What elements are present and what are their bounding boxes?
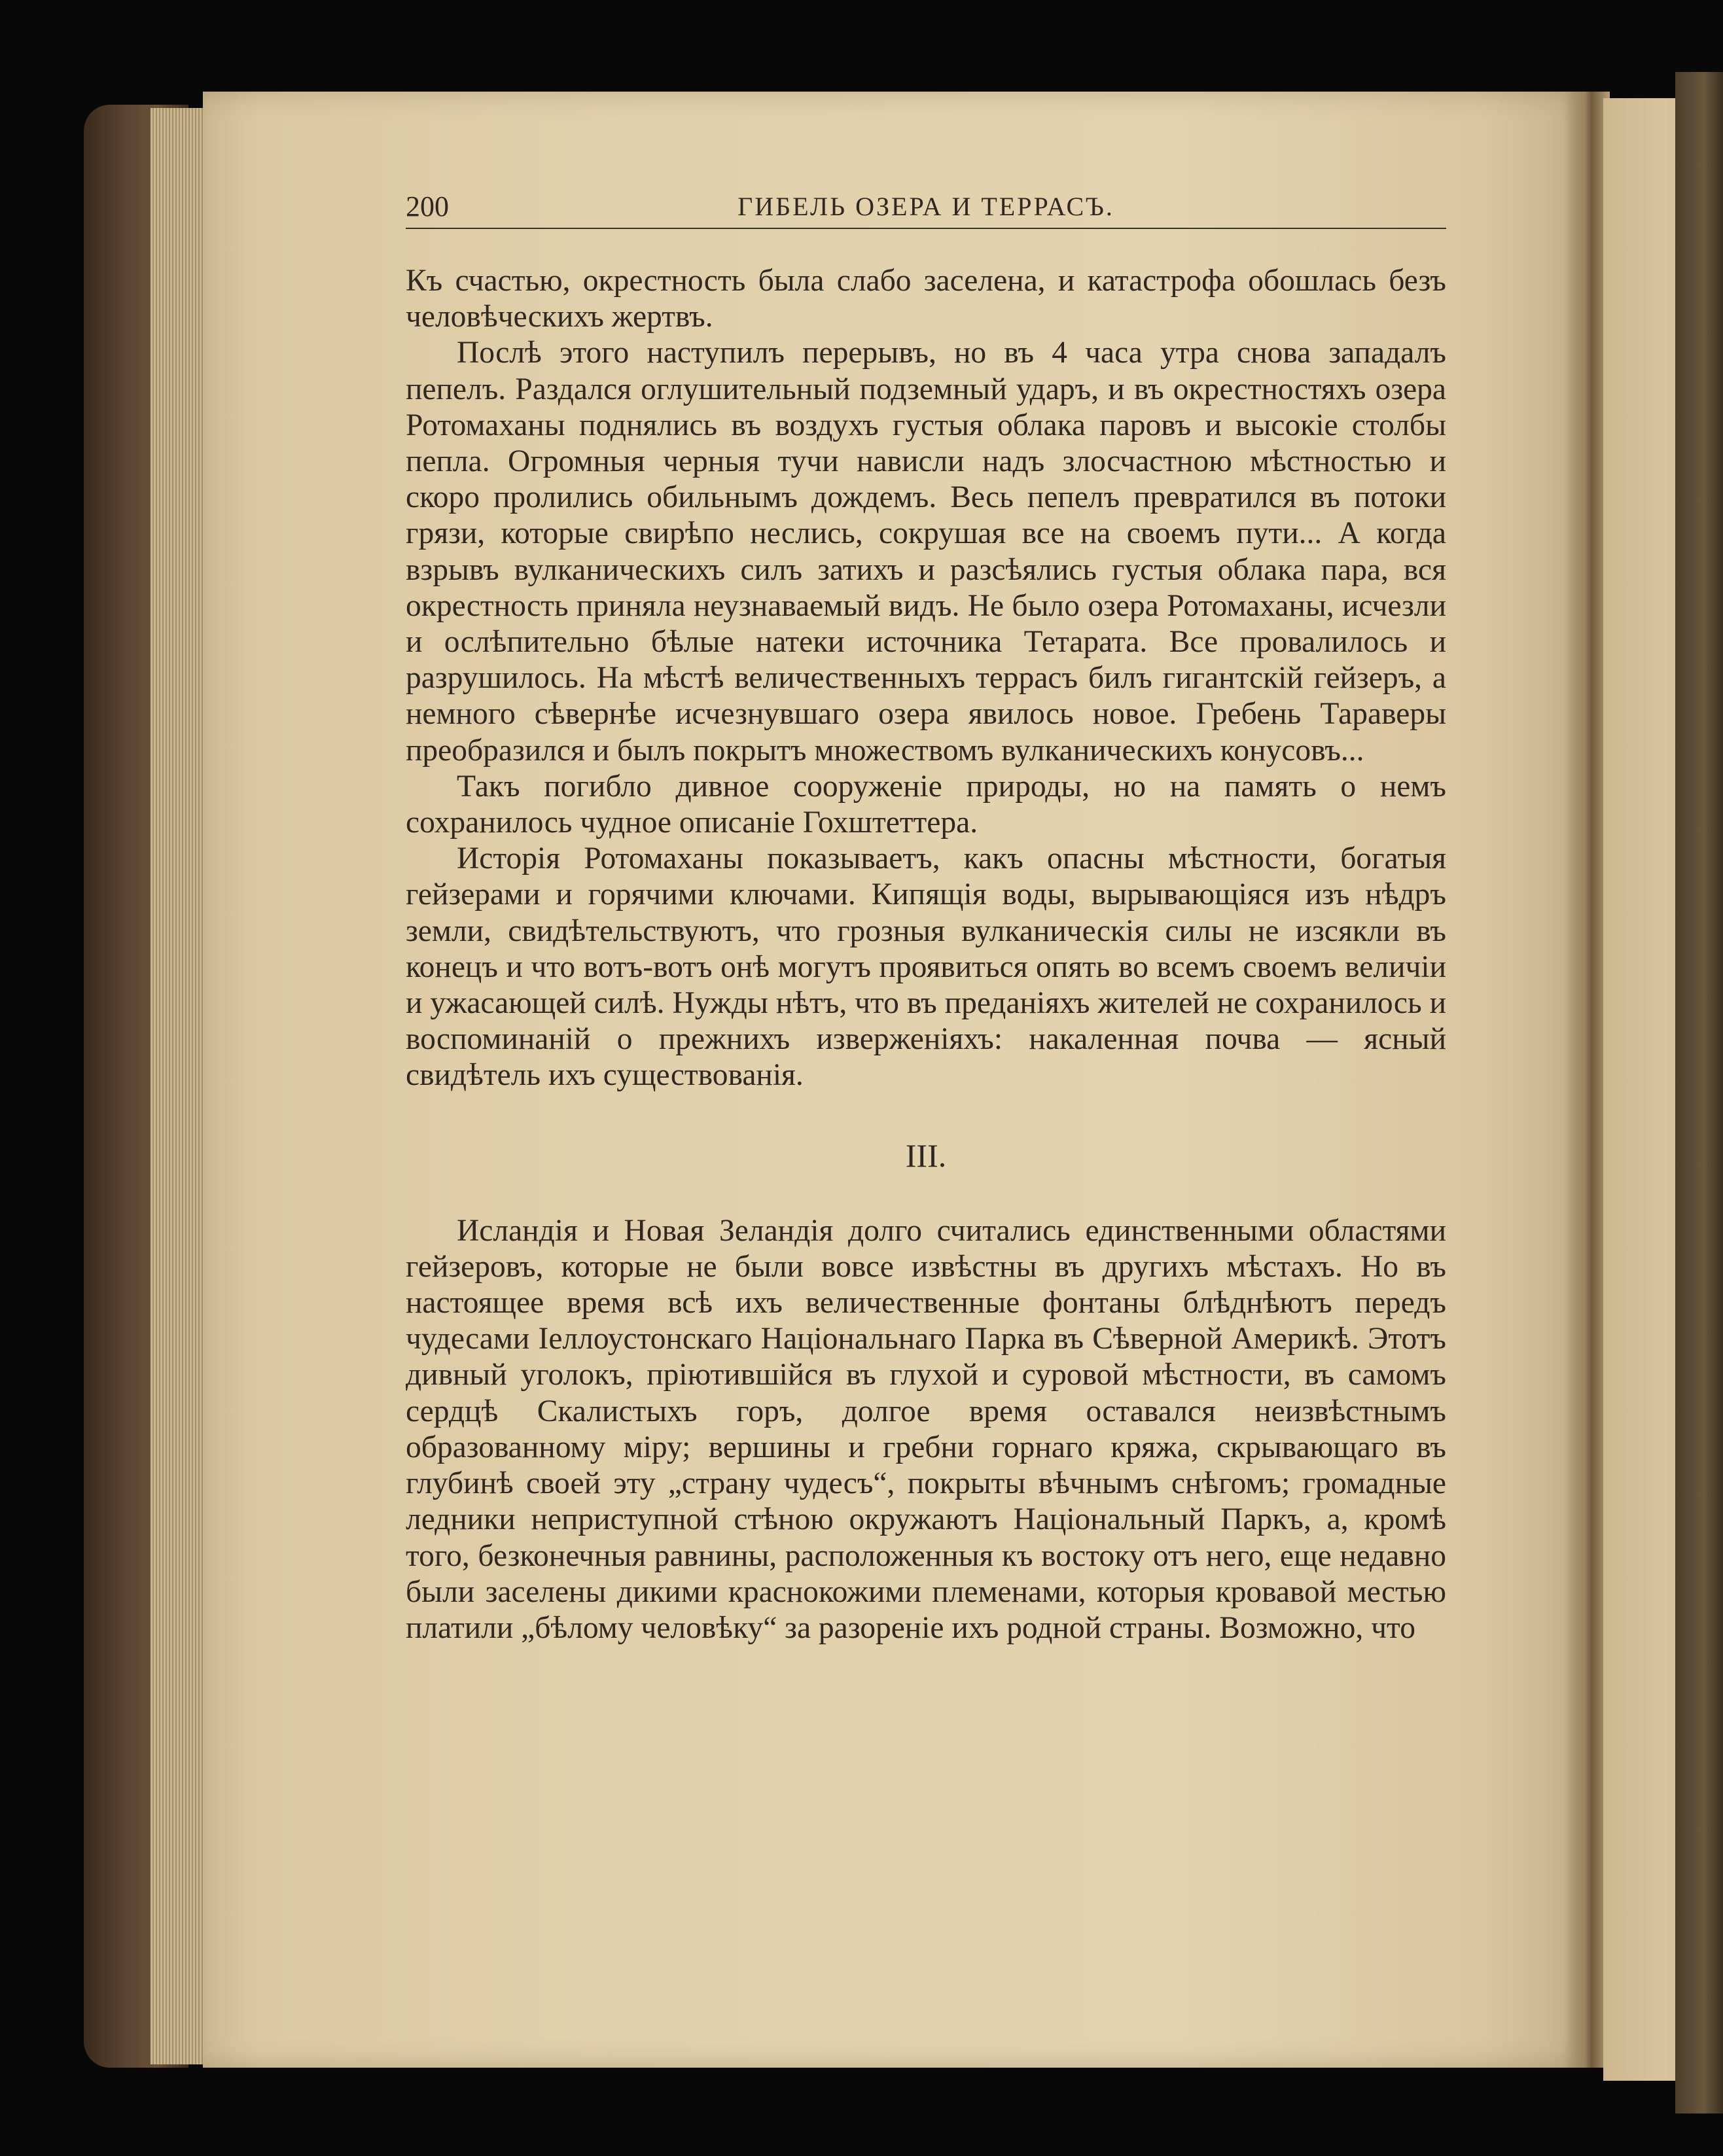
paragraph: Такъ погибло дивное сооруженіе природы, но на память о немъ сохранилось чудное описаніе Гохштеттера. [406, 769, 1446, 840]
section-heading: III. [905, 1137, 947, 1174]
header-rule [406, 228, 1446, 229]
paragraph: Исторія Ротомаханы показываетъ, какъ опасны мѣстности, богатыя гейзерами и горячими ключами. Кипящія воды, вырывающіяся изъ нѣдръ земли, свидѣтельствуютъ, что грозныя вулканическія силы не изсякли въ конецъ и что вотъ-вотъ онѣ могутъ проявиться опять во всемъ своемъ величіи и ужасающей силѣ. Нужды нѣтъ, что въ преданіяхъ жителей не сохранилось и воспоминаній о прежнихъ изверженіяхъ: накаленная почва — ясный свидѣтель ихъ существованія. [406, 841, 1446, 1093]
paragraph: Послѣ этого наступилъ перерывъ, но въ 4 часа утра снова западалъ пепелъ. Раздался оглушительный подземный ударъ, и въ окрестностяхъ озера Ротомаханы поднялись въ воздухъ густыя облака паровъ и высокіе столбы пепла. Огромныя черныя тучи нависли надъ злосчастною мѣстностью и скоро пролились обильнымъ дождемъ. Весь пепелъ превратился въ потоки грязи, которые свирѣпо неслись, сокрушая все на своемъ пути... А когда взрывъ вулканическихъ силъ затихъ и разсѣялись густыя облака пара, вся окрестность приняла неузнаваемый видъ. Не было озера Ротомаханы, исчезли и ослѣпительно бѣлые натеки источника Тетарата. Все провалилось и разрушилось. На мѣстѣ величественныхъ террасъ билъ гигантскій гейзеръ, а немного сѣвернѣе исчезнувшаго озера явилось новое. Гребень Тараверы преобразился и былъ покрытъ множествомъ вулканическихъ конусовъ... [406, 336, 1446, 768]
page-content [406, 185, 1446, 1646]
running-title: ГИБЕЛЬ ОЗЕРА И ТЕРРАСЪ. [737, 192, 1114, 221]
page-number: 200 [406, 190, 449, 222]
page-edges [151, 108, 209, 2064]
paragraph: Исландія и Новая Зеландія долго считались единственными областями гейзеровъ, которые не были вовсе извѣстны въ другихъ мѣстахъ. Но въ настоящее время всѣ ихъ величественные фонтаны блѣднѣютъ передъ чудесами Іеллоустонскаго Національнаго Парка въ Сѣверной Америкѣ. Этотъ дивный уголокъ, пріютившійся въ глухой и суровой мѣстности, въ самомъ сердцѣ Скалистыхъ горъ, долгое время оставался неизвѣстнымъ образованному міру; вершины и гребни горнаго кряжа, скрывающаго въ глубинѣ своей эту „страну чудесъ“, покрыты вѣчнымъ снѣгомъ; громадные ледники неприступной стѣною окружаютъ Національный Паркъ, а, кромѣ того, безконечныя равнины, расположенныя къ востоку отъ него, еще недавно были заселены дикими краснокожими племенами, которыя кровавой местью платили „бѣлому человѣку“ за разореніе ихъ родной страны. Возможно, что [406, 1213, 1446, 1645]
page-header [406, 185, 1446, 228]
book-cover-right [1675, 72, 1723, 2113]
paragraph: Къ счастью, окрестность была слабо заселена, и катастрофа обошлась безъ человѣческихъ жертвъ. [406, 264, 1446, 334]
